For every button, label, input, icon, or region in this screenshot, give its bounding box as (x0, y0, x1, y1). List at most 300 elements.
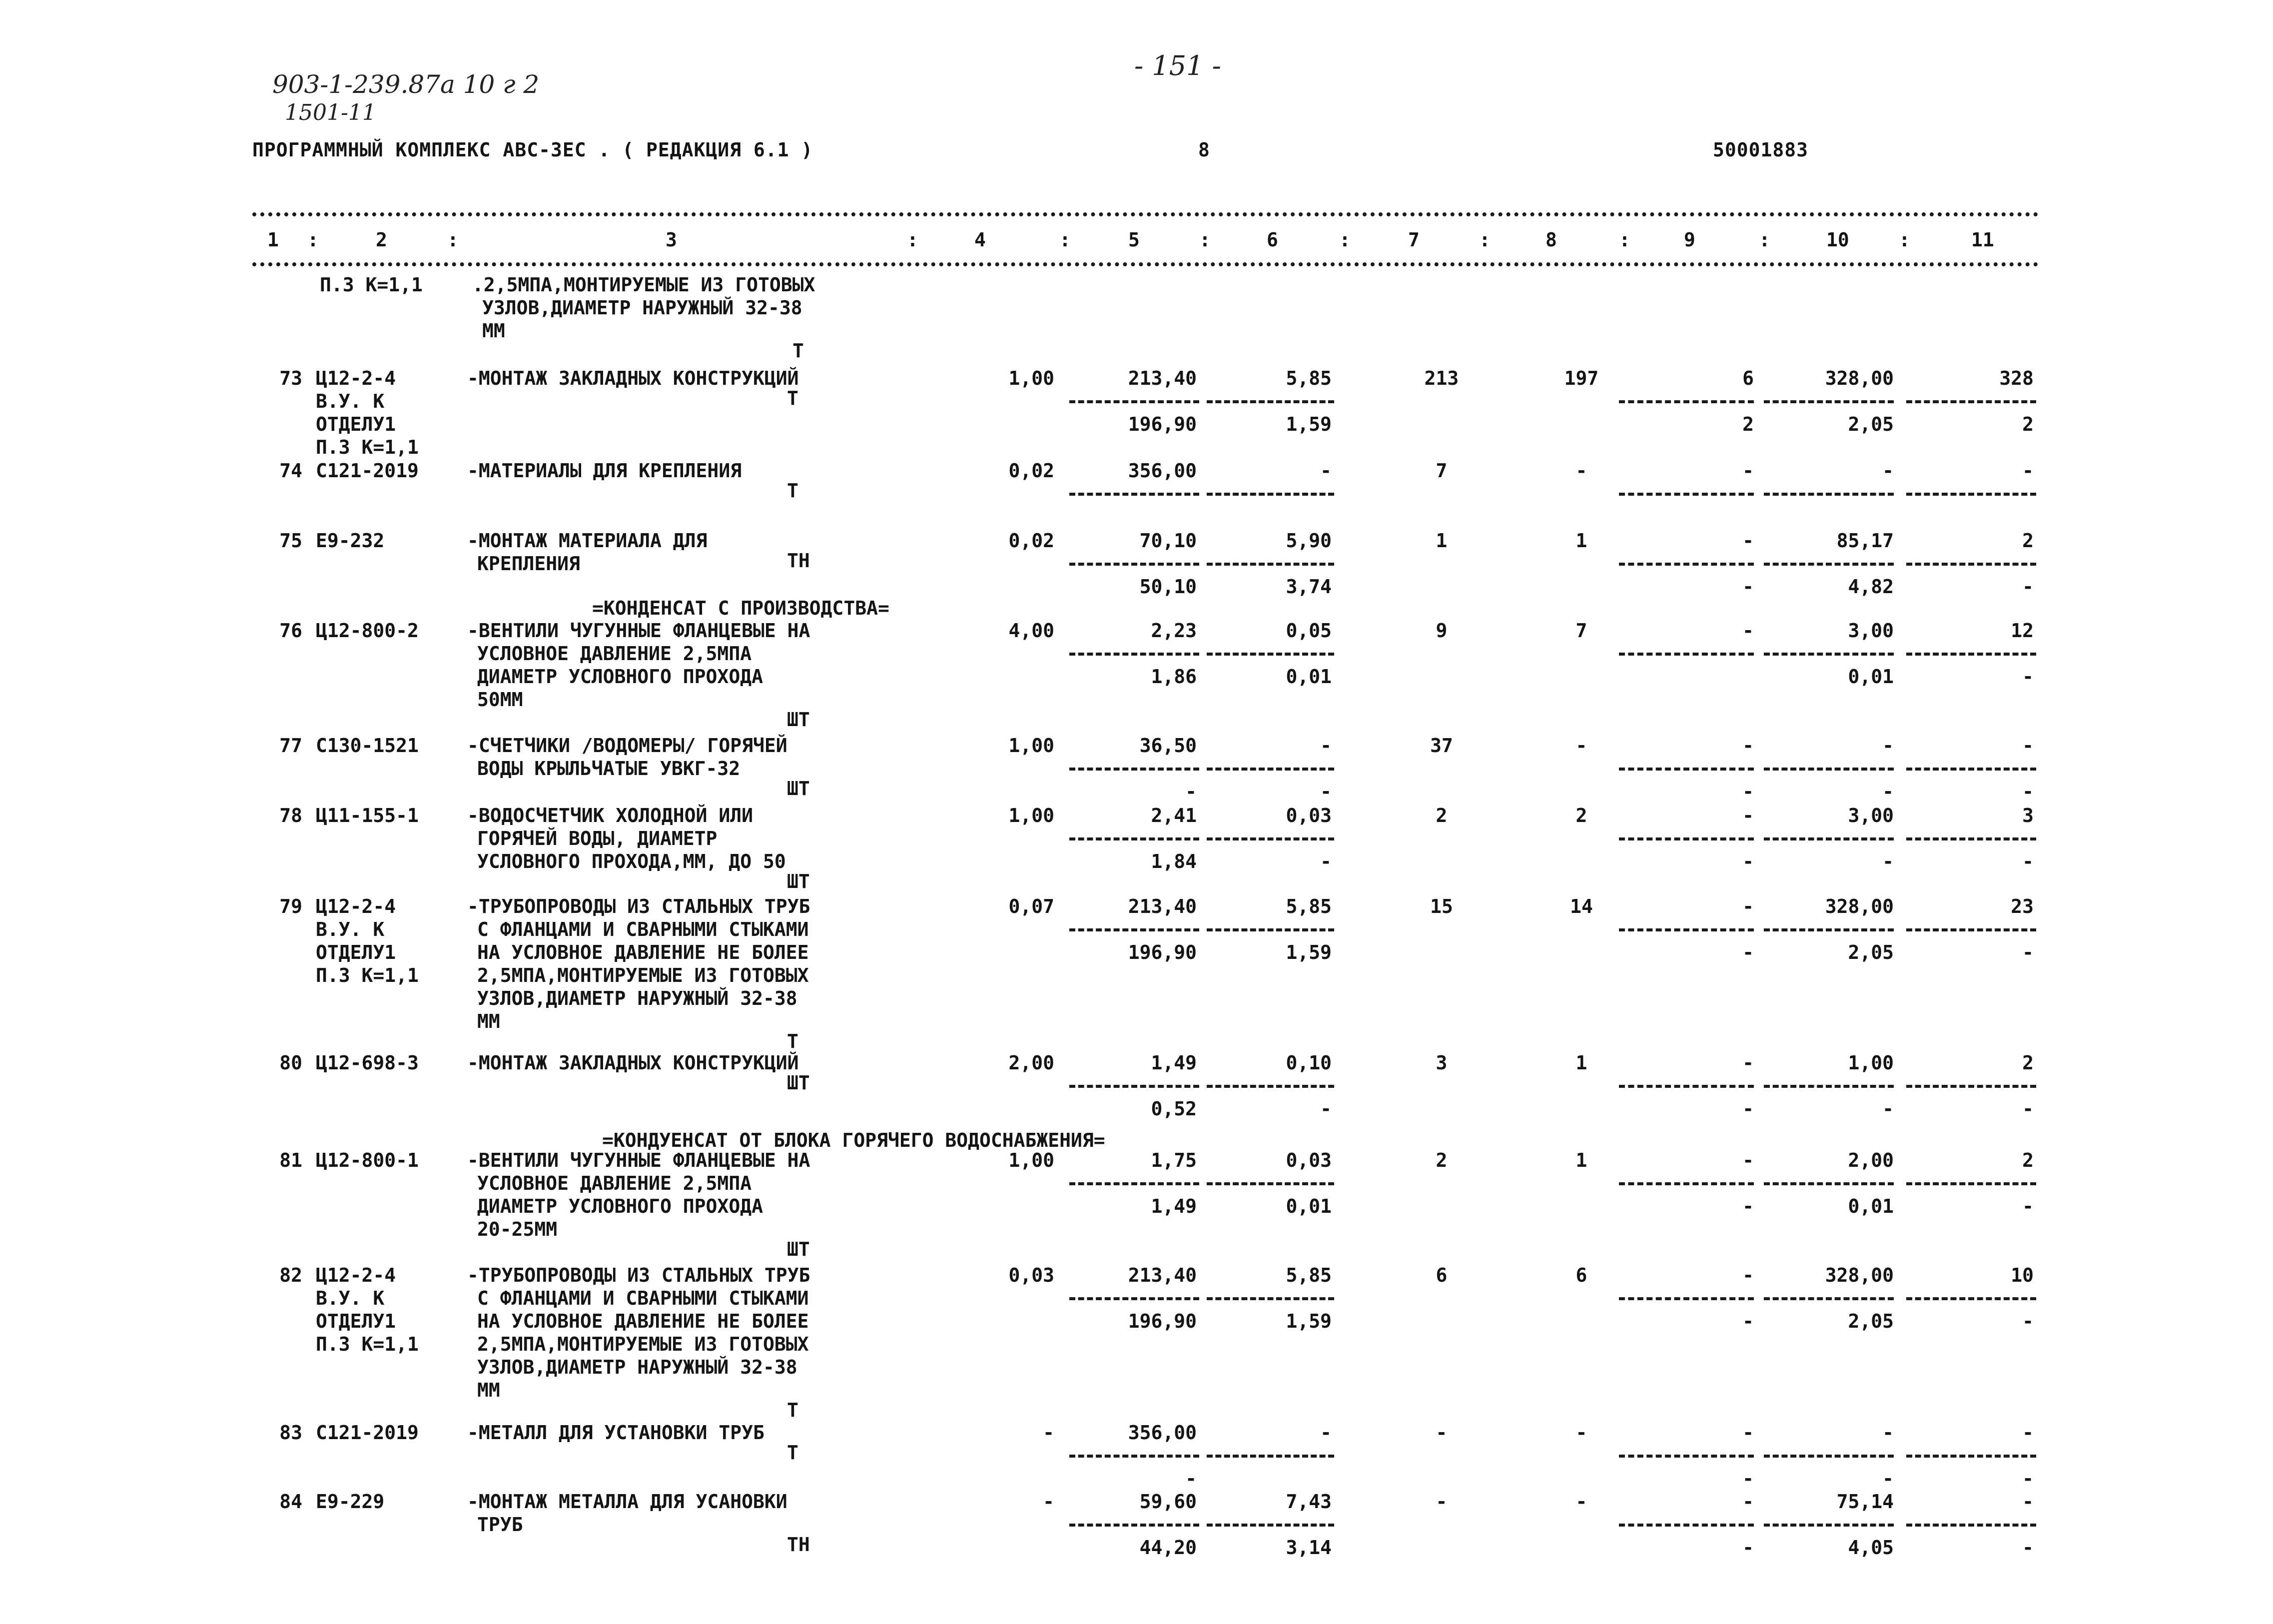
row-total-machine-wages: - (1742, 781, 1754, 803)
row-labour-total: 10 (2011, 1264, 2034, 1286)
row-unit-cost-wages: 0,52 (1151, 1098, 1197, 1120)
row-description-line: ММ (477, 1379, 500, 1401)
row-unit: ТН (787, 550, 810, 572)
section-heading-condensate-hot-water: =КОНДУЕНСАТ ОТ БЛОКА ГОРЯЧЕГО ВОДОСНАБЖЕНИЯ= (602, 1129, 1105, 1151)
row-total-cost: 1 (1436, 530, 1448, 552)
row-total-machine-wages: - (1742, 1310, 1754, 1332)
row-total-wages: - (1575, 735, 1587, 757)
sub-rule-dashes (1207, 1455, 1334, 1458)
row-machine-cost: 5,85 (1286, 367, 1332, 389)
row-code-line: Ц11-155-1 (316, 805, 419, 826)
row-description-line: ГОРЯЧЕЙ ВОДЫ, ДИАМЕТР (477, 827, 718, 849)
row-description-line: С ФЛАНЦАМИ И СВАРНЫМИ СТЫКАМИ (477, 918, 809, 940)
row-labour-machine: 2,05 (1848, 1310, 1894, 1332)
row-number: 77 (279, 735, 302, 757)
row-quantity: 1,00 (1008, 735, 1054, 757)
row-machine-cost: 0,10 (1286, 1052, 1332, 1074)
sub-rule-dashes (1764, 1455, 1894, 1458)
sub-rule-dashes (1069, 837, 1199, 840)
sub-rule-dashes (1906, 563, 2036, 566)
row-description-line: КРЕПЛЕНИЯ (477, 553, 580, 575)
row-unit: Т (787, 1030, 798, 1052)
row-total-machine-wages: - (1742, 1098, 1754, 1120)
row-labour: 328,00 (1825, 367, 1894, 389)
row-code-line: П.3 К=1,1 (316, 1333, 419, 1355)
row-machine-cost-wages: 1,59 (1286, 1310, 1332, 1332)
row-unit-cost: 213,40 (1128, 367, 1197, 389)
row-number: 76 (279, 620, 302, 642)
row-labour-total: - (2022, 735, 2034, 757)
sub-rule-dashes (1906, 1297, 2036, 1300)
sub-rule-dashes (1619, 653, 1754, 656)
row-machine-cost-wages: - (1320, 781, 1332, 803)
row-unit-cost: 356,00 (1128, 1422, 1197, 1444)
row-unit: Т (787, 1399, 798, 1421)
sub-rule-dashes (1619, 563, 1754, 566)
continuation-desc-line: УЗЛОВ,ДИАМЕТР НАРУЖНЫЙ 32-38 (482, 297, 802, 319)
row-description-line: -МОНТАЖ ЗАКЛАДНЫХ КОНСТРУКЦИЙ (467, 1052, 799, 1074)
row-total-cost: - (1436, 1422, 1448, 1444)
row-labour: 3,00 (1848, 620, 1894, 642)
handwritten-code-line2: 1501-11 (285, 100, 376, 125)
handwritten-page-number: - 151 - (1134, 50, 1221, 81)
row-total-machine: - (1742, 735, 1754, 757)
row-labour-machine: 0,01 (1848, 666, 1894, 688)
row-machine-cost-wages: 1,59 (1286, 413, 1332, 435)
row-quantity: 0,02 (1008, 460, 1054, 482)
row-machine-cost-wages: - (1320, 850, 1332, 872)
row-machine-cost: 7,43 (1286, 1491, 1332, 1513)
row-labour-total-b: - (2022, 1310, 2034, 1332)
sheet-number: 8 (1198, 139, 1210, 161)
row-machine-cost: 5,85 (1286, 1264, 1332, 1286)
row-unit: Т (787, 1442, 798, 1464)
row-number: 75 (279, 530, 302, 552)
row-unit-cost-wages: 196,90 (1128, 941, 1197, 963)
row-description-line: -МОНТАЖ МАТЕРИАЛА ДЛЯ (467, 530, 708, 552)
row-labour-total-b: - (2022, 1537, 2034, 1559)
row-description-line: УСЛОВНОГО ПРОХОДА,ММ, ДО 50 (477, 850, 786, 872)
row-description-line: -МОНТАЖ ЗАКЛАДНЫХ КОНСТРУКЦИЙ (467, 367, 799, 389)
row-unit-cost: 356,00 (1128, 460, 1197, 482)
row-total-machine: - (1742, 1491, 1754, 1513)
row-code-line: Ц12-698-3 (316, 1052, 419, 1074)
row-quantity: 1,00 (1008, 367, 1054, 389)
row-description-line: УСЛОВНОЕ ДАВЛЕНИЕ 2,5МПА (477, 1172, 752, 1194)
row-quantity: 0,03 (1008, 1264, 1054, 1286)
row-labour-total-b: - (2022, 1468, 2034, 1490)
row-unit-cost: 70,10 (1139, 530, 1197, 552)
sub-rule-dashes (1906, 1085, 2036, 1088)
sub-rule-dashes (1069, 1297, 1199, 1300)
sub-rule-dashes (1906, 493, 2036, 496)
row-number: 82 (279, 1264, 302, 1286)
row-total-machine-wages: 2 (1742, 413, 1754, 435)
row-description-line: 2,5МПА,МОНТИРУЕМЫЕ ИЗ ГОТОВЫХ (477, 1333, 809, 1355)
row-total-machine: - (1742, 460, 1754, 482)
sub-rule-dashes (1764, 837, 1894, 840)
row-machine-cost-wages: 3,14 (1286, 1537, 1332, 1559)
row-labour: 2,00 (1848, 1149, 1894, 1171)
row-total-machine: - (1742, 1264, 1754, 1286)
row-code-line: Ц12-2-4 (316, 895, 396, 917)
continuation-desc-line: ММ (482, 320, 505, 342)
table-header-rule (252, 262, 2039, 266)
row-number: 80 (279, 1052, 302, 1074)
column-header-1: 1 (267, 229, 279, 251)
sub-rule-dashes (1069, 928, 1199, 931)
row-unit-cost: 2,41 (1151, 805, 1197, 826)
row-code-line: П.3 К=1,1 (316, 964, 419, 986)
row-labour-total: - (2022, 1491, 2034, 1513)
column-separator: : (1619, 229, 1630, 251)
row-code-line: П.3 К=1,1 (316, 436, 419, 458)
sub-rule-dashes (1207, 493, 1334, 496)
row-total-wages: 197 (1564, 367, 1599, 389)
sub-rule-dashes (1207, 1085, 1334, 1088)
row-description-line: ТРУБ (477, 1514, 523, 1536)
row-description-line: УЗЛОВ,ДИАМЕТР НАРУЖНЫЙ 32-38 (477, 987, 797, 1009)
sub-rule-dashes (1207, 928, 1334, 931)
row-labour: 328,00 (1825, 895, 1894, 917)
row-total-cost: 15 (1430, 895, 1453, 917)
row-labour: 1,00 (1848, 1052, 1894, 1074)
row-quantity: 0,02 (1008, 530, 1054, 552)
sub-rule-dashes (1764, 1182, 1894, 1185)
row-code-line: В.У. К (316, 390, 385, 412)
continuation-code: П.3 К=1,1 (320, 274, 423, 296)
column-separator: : (447, 229, 459, 251)
sub-rule-dashes (1069, 563, 1199, 566)
row-description-line: -ТРУБОПРОВОДЫ ИЗ СТАЛЬНЫХ ТРУБ (467, 1264, 810, 1286)
row-labour-total-b: - (2022, 941, 2034, 963)
handwritten-code-line1: 903-1-239.87а 10 г 2 (272, 70, 540, 99)
row-code-line: Е9-229 (316, 1491, 385, 1513)
sub-rule-dashes (1619, 1455, 1754, 1458)
row-total-machine: - (1742, 805, 1754, 826)
row-total-wages: 1 (1575, 1149, 1587, 1171)
sub-rule-dashes (1207, 400, 1334, 403)
row-total-cost: 2 (1436, 805, 1448, 826)
row-number: 74 (279, 460, 302, 482)
row-description-line: -МОНТАЖ МЕТАЛЛА ДЛЯ УСАНОВКИ (467, 1491, 787, 1513)
row-quantity: 4,00 (1008, 620, 1054, 642)
row-total-wages: - (1575, 1491, 1587, 1513)
row-total-cost: - (1436, 1491, 1448, 1513)
row-total-wages: 6 (1575, 1264, 1587, 1286)
column-header-9: 9 (1684, 229, 1695, 251)
row-total-machine: 6 (1742, 367, 1754, 389)
row-unit-cost: 36,50 (1139, 735, 1197, 757)
row-unit: ШТ (787, 1238, 810, 1260)
row-labour-total-b: - (2022, 666, 2034, 688)
column-header-11: 11 (1971, 229, 1994, 251)
column-separator: : (1899, 229, 1910, 251)
sub-rule-dashes (1207, 1297, 1334, 1300)
row-labour-total: 23 (2011, 895, 2034, 917)
row-description-line: УЗЛОВ,ДИАМЕТР НАРУЖНЫЙ 32-38 (477, 1356, 797, 1378)
column-separator: : (1759, 229, 1770, 251)
row-total-wages: 7 (1575, 620, 1587, 642)
row-quantity: - (1043, 1491, 1054, 1513)
sub-rule-dashes (1069, 1182, 1199, 1185)
row-labour-total: 2 (2022, 1052, 2034, 1074)
sub-rule-dashes (1069, 1085, 1199, 1088)
row-machine-cost: 0,05 (1286, 620, 1332, 642)
row-machine-cost: 5,85 (1286, 895, 1332, 917)
row-unit: ШТ (787, 709, 810, 731)
row-labour: - (1882, 1422, 1894, 1444)
row-quantity: 1,00 (1008, 805, 1054, 826)
column-header-5: 5 (1128, 229, 1140, 251)
row-description-line: ММ (477, 1010, 500, 1032)
row-description-line: 20-25ММ (477, 1218, 558, 1240)
sub-rule-dashes (1069, 1524, 1199, 1527)
row-quantity: 0,07 (1008, 895, 1054, 917)
row-description-line: -МАТЕРИАЛЫ ДЛЯ КРЕПЛЕНИЯ (467, 460, 742, 482)
column-header-8: 8 (1545, 229, 1557, 251)
row-unit-cost-wages: 1,84 (1151, 850, 1197, 872)
row-number: 73 (279, 367, 302, 389)
sub-rule-dashes (1906, 1182, 2036, 1185)
row-labour-machine: 4,82 (1848, 576, 1894, 598)
continuation-unit: Т (792, 340, 804, 362)
row-unit-cost: 2,23 (1151, 620, 1197, 642)
row-total-cost: 37 (1430, 735, 1453, 757)
row-number: 81 (279, 1149, 302, 1171)
row-labour-machine: - (1882, 1468, 1894, 1490)
section-heading-condensate-production: =КОНДЕНСАТ С ПРОИЗВОДСТВА= (592, 597, 889, 619)
row-labour-total: 2 (2022, 1149, 2034, 1171)
row-unit-cost-wages: 50,10 (1139, 576, 1197, 598)
row-total-machine: - (1742, 1149, 1754, 1171)
row-unit: ШТ (787, 870, 810, 892)
row-description-line: 2,5МПА,МОНТИРУЕМЫЕ ИЗ ГОТОВЫХ (477, 964, 809, 986)
row-total-machine-wages: - (1742, 1195, 1754, 1217)
row-labour-machine: 0,01 (1848, 1195, 1894, 1217)
row-labour-total: 3 (2022, 805, 2034, 826)
row-code-line: Ц12-800-1 (316, 1149, 419, 1171)
sub-rule-dashes (1764, 400, 1894, 403)
row-labour-total: - (2022, 460, 2034, 482)
sub-rule-dashes (1069, 400, 1199, 403)
row-unit-cost-wages: - (1185, 781, 1197, 803)
row-labour-machine: - (1882, 1098, 1894, 1120)
row-labour-machine: 2,05 (1848, 941, 1894, 963)
row-code-line: Ц12-2-4 (316, 1264, 396, 1286)
row-total-machine-wages: - (1742, 576, 1754, 598)
row-labour: 328,00 (1825, 1264, 1894, 1286)
row-code-line: ОТДЕЛУ1 (316, 1310, 396, 1332)
sub-rule-dashes (1619, 1297, 1754, 1300)
row-code-line: ОТДЕЛУ1 (316, 941, 396, 963)
row-code-line: С130-1521 (316, 735, 419, 757)
sub-rule-dashes (1764, 1085, 1894, 1088)
row-labour-total: 2 (2022, 530, 2034, 552)
row-description-line: УСЛОВНОЕ ДАВЛЕНИЕ 2,5МПА (477, 643, 752, 665)
column-header-6: 6 (1267, 229, 1278, 251)
row-total-cost: 2 (1436, 1149, 1448, 1171)
row-description-line: НА УСЛОВНОЕ ДАВЛЕНИЕ НЕ БОЛЕЕ (477, 1310, 809, 1332)
row-code-line: В.У. К (316, 918, 385, 940)
row-code-line: ОТДЕЛУ1 (316, 413, 396, 435)
column-separator: : (1059, 229, 1071, 251)
row-number: 79 (279, 895, 302, 917)
row-labour: 85,17 (1836, 530, 1894, 552)
column-separator: : (1339, 229, 1351, 251)
row-total-wages: 1 (1575, 1052, 1587, 1074)
row-description-line: НА УСЛОВНОЕ ДАВЛЕНИЕ НЕ БОЛЕЕ (477, 941, 809, 963)
row-unit-cost: 213,40 (1128, 895, 1197, 917)
row-machine-cost: - (1320, 1422, 1332, 1444)
row-total-wages: - (1575, 460, 1587, 482)
row-code-line: Е9-232 (316, 530, 385, 552)
row-unit-cost: 213,40 (1128, 1264, 1197, 1286)
row-machine-cost-wages: 3,74 (1286, 576, 1332, 598)
row-unit-cost-wages: 44,20 (1139, 1537, 1197, 1559)
row-unit: ШТ (787, 778, 810, 800)
row-total-cost: 7 (1436, 460, 1448, 482)
row-unit-cost: 1,49 (1151, 1052, 1197, 1074)
sub-rule-dashes (1906, 400, 2036, 403)
column-separator: : (1199, 229, 1211, 251)
row-total-cost: 6 (1436, 1264, 1448, 1286)
row-machine-cost: 5,90 (1286, 530, 1332, 552)
row-machine-cost-wages: 0,01 (1286, 666, 1332, 688)
sub-rule-dashes (1207, 563, 1334, 566)
sub-rule-dashes (1906, 1524, 2036, 1527)
row-labour-machine: - (1882, 781, 1894, 803)
row-labour-total: 12 (2011, 620, 2034, 642)
row-total-machine-wages: - (1742, 941, 1754, 963)
row-description-line: -ВОДОСЧЕТЧИК ХОЛОДНОЙ ИЛИ (467, 805, 753, 826)
row-machine-cost: - (1320, 460, 1332, 482)
row-description-line: ДИАМЕТР УСЛОВНОГО ПРОХОДА (477, 1195, 763, 1217)
sub-rule-dashes (1764, 1297, 1894, 1300)
row-labour-total: - (2022, 1422, 2034, 1444)
sub-rule-dashes (1619, 1524, 1754, 1527)
row-quantity: 1,00 (1008, 1149, 1054, 1171)
row-labour-machine: - (1882, 850, 1894, 872)
sub-rule-dashes (1069, 1455, 1199, 1458)
row-unit-cost-wages: 196,90 (1128, 413, 1197, 435)
sub-rule-dashes (1619, 837, 1754, 840)
sub-rule-dashes (1906, 653, 2036, 656)
sub-rule-dashes (1764, 563, 1894, 566)
row-description-line: -ВЕНТИЛИ ЧУГУННЫЕ ФЛАНЦЕВЫЕ НА (467, 1149, 810, 1171)
sub-rule-dashes (1619, 1085, 1754, 1088)
column-header-7: 7 (1408, 229, 1420, 251)
row-labour-total-b: - (2022, 1098, 2034, 1120)
row-labour-total: 328 (1999, 367, 2034, 389)
sub-rule-dashes (1069, 768, 1199, 771)
row-labour: 75,14 (1836, 1491, 1894, 1513)
row-description-line: С ФЛАНЦАМИ И СВАРНЫМИ СТЫКАМИ (477, 1287, 809, 1309)
row-labour-total-b: - (2022, 781, 2034, 803)
table-top-rule (252, 212, 2039, 216)
row-labour: - (1882, 460, 1894, 482)
program-title: ПРОГРАММНЫЙ КОМПЛЕКС АВС-3ЕС . ( РЕДАКЦИЯ 6.1 ) (252, 139, 813, 161)
sub-rule-dashes (1906, 928, 2036, 931)
row-machine-cost: 0,03 (1286, 1149, 1332, 1171)
row-unit: Т (787, 387, 798, 409)
sub-rule-dashes (1619, 400, 1754, 403)
document-number: 50001883 (1713, 139, 1809, 161)
column-separator: : (907, 229, 918, 251)
sub-rule-dashes (1207, 1182, 1334, 1185)
sub-rule-dashes (1764, 493, 1894, 496)
column-separators: : (307, 229, 319, 251)
row-labour-total-b: - (2022, 850, 2034, 872)
sub-rule-dashes (1619, 493, 1754, 496)
row-total-cost: 9 (1436, 620, 1448, 642)
sub-rule-dashes (1764, 928, 1894, 931)
row-number: 84 (279, 1491, 302, 1513)
row-description-line: ДИАМЕТР УСЛОВНОГО ПРОХОДА (477, 666, 763, 688)
row-machine-cost-wages: 0,01 (1286, 1195, 1332, 1217)
row-unit-cost: 1,75 (1151, 1149, 1197, 1171)
row-unit: ТН (787, 1534, 810, 1556)
row-quantity: - (1043, 1422, 1054, 1444)
row-description-line: -СЧЕТЧИКИ /ВОДОМЕРЫ/ ГОРЯЧЕЙ (467, 735, 787, 757)
row-total-machine: - (1742, 1052, 1754, 1074)
row-total-machine: - (1742, 530, 1754, 552)
row-quantity: 2,00 (1008, 1052, 1054, 1074)
sub-rule-dashes (1207, 768, 1334, 771)
row-code-line: С121-2019 (316, 460, 419, 482)
column-header-4: 4 (974, 229, 986, 251)
row-machine-cost-wages: 1,59 (1286, 941, 1332, 963)
row-unit-cost-wages: 1,49 (1151, 1195, 1197, 1217)
row-total-wages: 1 (1575, 530, 1587, 552)
sub-rule-dashes (1619, 768, 1754, 771)
row-description-line: 50ММ (477, 689, 523, 711)
row-labour-total-b: - (2022, 576, 2034, 598)
column-separator: : (1479, 229, 1491, 251)
row-labour-total-b: 2 (2022, 413, 2034, 435)
row-total-machine-wages: - (1742, 1537, 1754, 1559)
row-total-machine-wages: - (1742, 850, 1754, 872)
sub-rule-dashes (1207, 837, 1334, 840)
sub-rule-dashes (1906, 768, 2036, 771)
row-code-line: С121-2019 (316, 1422, 419, 1444)
row-total-machine-wages: - (1742, 1468, 1754, 1490)
row-labour-machine: 2,05 (1848, 413, 1894, 435)
row-description-line: -ТРУБОПРОВОДЫ ИЗ СТАЛЬНЫХ ТРУБ (467, 895, 810, 917)
row-unit-cost-wages: - (1185, 1468, 1197, 1490)
row-description-line: ВОДЫ КРЫЛЬЧАТЫЕ УВКГ-32 (477, 758, 741, 780)
column-header-3: 3 (666, 229, 677, 251)
row-total-wages: - (1575, 1422, 1587, 1444)
row-total-machine: - (1742, 620, 1754, 642)
row-total-cost: 3 (1436, 1052, 1448, 1074)
sub-rule-dashes (1207, 1524, 1334, 1527)
row-number: 78 (279, 805, 302, 826)
row-description-line: -МЕТАЛЛ ДЛЯ УСТАНОВКИ ТРУБ (467, 1422, 764, 1444)
row-code-line: В.У. К (316, 1287, 385, 1309)
row-total-machine: - (1742, 895, 1754, 917)
sub-rule-dashes (1069, 493, 1199, 496)
sub-rule-dashes (1764, 1524, 1894, 1527)
sub-rule-dashes (1764, 653, 1894, 656)
sub-rule-dashes (1764, 768, 1894, 771)
row-unit: Т (787, 480, 798, 502)
row-total-machine: - (1742, 1422, 1754, 1444)
sub-rule-dashes (1619, 1182, 1754, 1185)
row-number: 83 (279, 1422, 302, 1444)
sub-rule-dashes (1906, 837, 2036, 840)
row-machine-cost: - (1320, 735, 1332, 757)
